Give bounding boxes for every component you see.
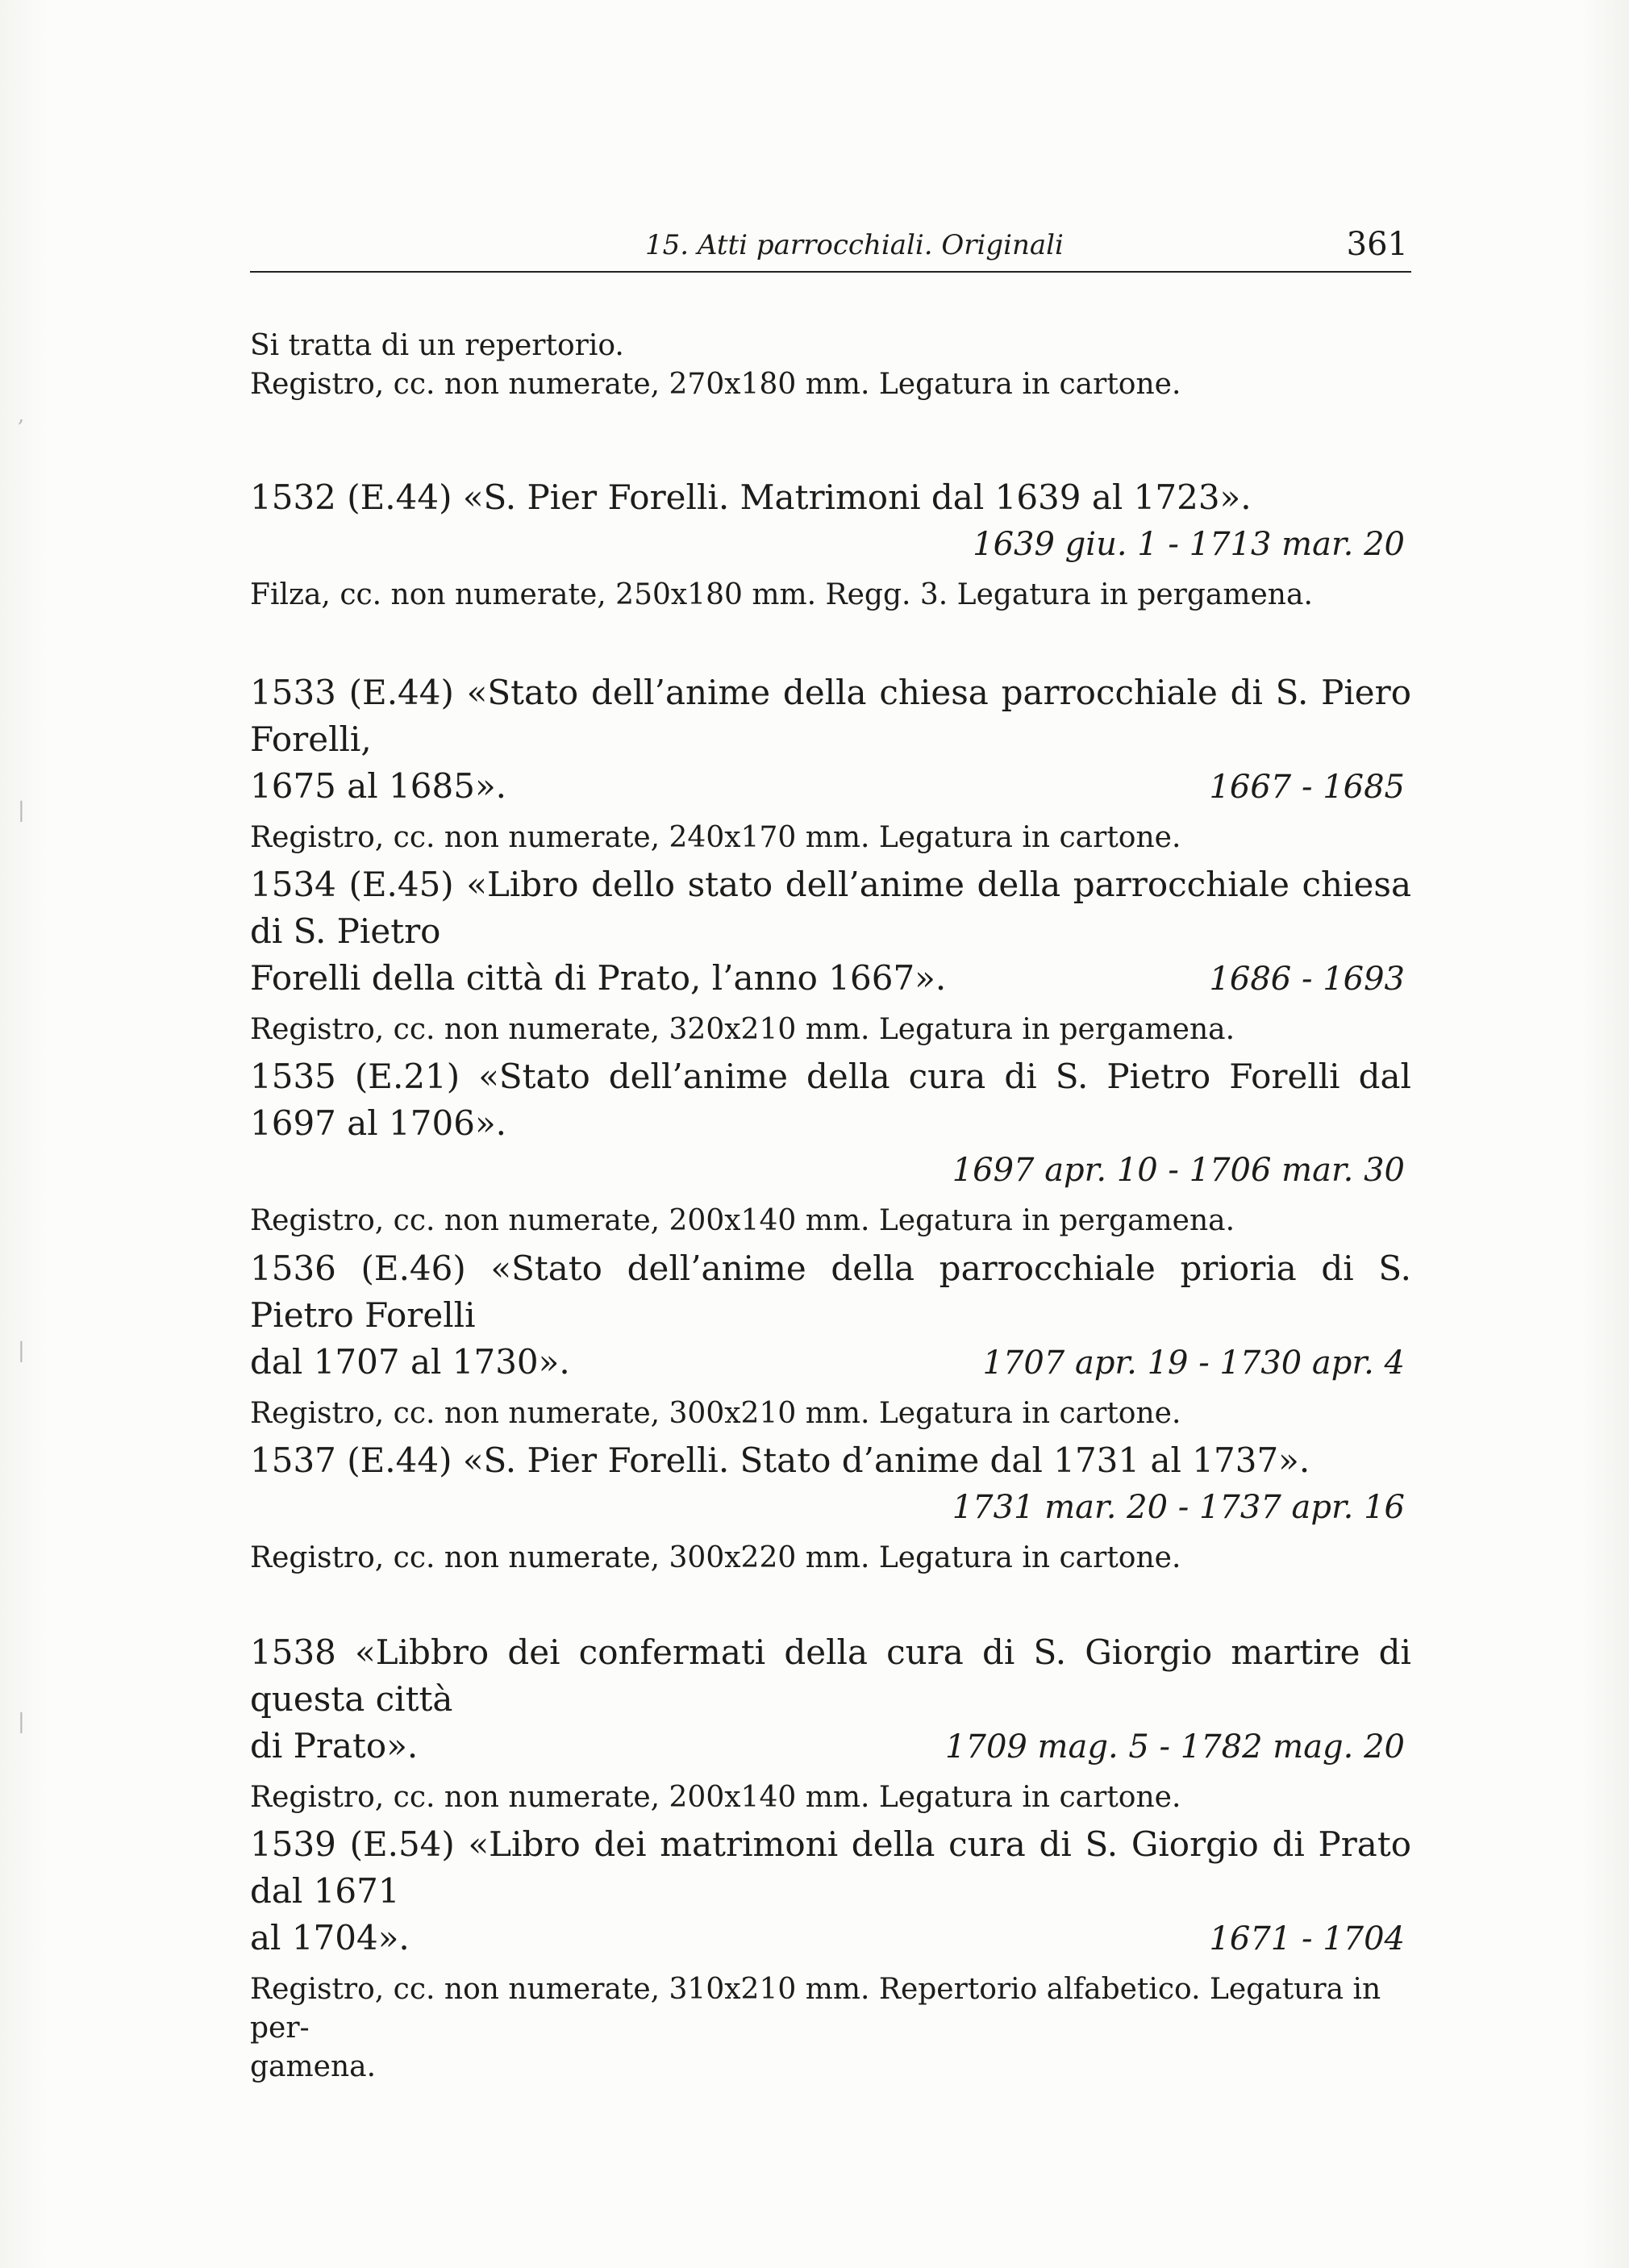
entry-title-cont: Forelli della città di Prato, l’anno 1667». [250, 958, 947, 998]
entry-title-row [250, 763, 1411, 811]
entry-title: 1534 (E.45) «Libro dello stato dell’anime della parrocchiale chiesa di S. Pietro [250, 865, 1411, 951]
entry-description-line: gamena. [250, 2050, 377, 2083]
entry-title: 1538 «Libbro dei confermati della cura di S. Giorgio martire di questa città [250, 1632, 1411, 1719]
entry-dates: 1707 apr. 19 - 1730 apr. 4 [982, 1345, 1405, 1382]
catalog-entry-1537 [250, 1437, 1411, 1578]
entry-title: 1532 (E.44) «S. Pier Forelli. Matrimoni dal 1639 al 1723». [250, 477, 1252, 517]
entry-description: Registro, cc. non numerate, 240x170 mm. Legatura in cartone. [250, 821, 1181, 854]
entry-title-row [250, 1339, 1411, 1386]
entry-title: 1539 (E.54) «Libro dei matrimoni della cura di S. Giorgio di Prato dal 1671 [250, 1824, 1411, 1911]
entry-description: Registro, cc. non numerate, 200x140 mm. Legatura in pergamena. [250, 1204, 1235, 1237]
running-header [250, 226, 1411, 273]
entry-title-cont: 1675 al 1685». [250, 766, 506, 806]
entry-dates: 1697 apr. 10 - 1706 mar. 30 [952, 1152, 1405, 1189]
catalog-entry-1533 [250, 669, 1411, 857]
entry-title: 1537 (E.44) «S. Pier Forelli. Stato d’anime dal 1731 al 1737». [250, 1440, 1310, 1480]
entry-title-row [250, 955, 1411, 1003]
entry-dates: 1639 giu. 1 - 1713 mar. 20 [973, 526, 1405, 563]
running-title: 15. Atti parrocchiali. Originali [645, 229, 1064, 261]
entry-title-cont: dal 1707 al 1730». [250, 1342, 570, 1382]
edge-mark: | [18, 1339, 25, 1363]
entry-dates: 1731 mar. 20 - 1737 apr. 16 [952, 1489, 1405, 1526]
entry-title: 1533 (E.44) «Stato dell’anime della chiesa parrocchiale di S. Piero Forelli, [250, 673, 1411, 759]
entry-title-row [250, 1723, 1411, 1770]
entry-title-cont: di Prato». [250, 1726, 419, 1766]
catalog-entry-1536 [250, 1245, 1411, 1433]
entry-description: Registro, cc. non numerate, 300x220 mm. Legatura in cartone. [250, 1541, 1181, 1574]
edge-mark: , [18, 403, 25, 427]
entry-description [250, 1970, 1411, 2087]
entry-title: 1536 (E.46) «Stato dell’anime della parrocchiale prioria di S. Pietro Forelli [250, 1249, 1411, 1335]
intro-line: Si tratta di un repertorio. [250, 329, 624, 362]
catalog-entry-1538 [250, 1629, 1411, 1817]
entry-title: 1535 (E.21) «Stato dell’anime della cura di S. Pietro Forelli dal 1697 al 1706». [250, 1057, 1411, 1143]
entry-description: Registro, cc. non numerate, 300x210 mm. Legatura in cartone. [250, 1397, 1181, 1430]
entry-description: Filza, cc. non numerate, 250x180 mm. Regg. 3. Legatura in pergamena. [250, 578, 1313, 611]
catalog-entry-1532 [250, 474, 1411, 615]
catalog-entry-1534 [250, 861, 1411, 1049]
edge-mark: | [18, 798, 25, 823]
entry-description-line: Registro, cc. non numerate, 310x210 mm. Repertorio alfabetico. Legatura in per- [250, 1973, 1381, 2045]
entry-description: Registro, cc. non numerate, 320x210 mm. Legatura in pergamena. [250, 1013, 1235, 1046]
entry-dates: 1709 mag. 5 - 1782 mag. 20 [945, 1728, 1405, 1766]
edge-mark: | [18, 1710, 25, 1734]
entry-dates: 1667 - 1685 [1209, 769, 1405, 806]
entry-dates: 1671 - 1704 [1209, 1920, 1405, 1957]
intro-line: Registro, cc. non numerate, 270x180 mm. Legatura in cartone. [250, 368, 1181, 401]
entry-description: Registro, cc. non numerate, 200x140 mm. Legatura in cartone. [250, 1781, 1181, 1814]
catalog-entry-1535 [250, 1053, 1411, 1240]
entry-title-row [250, 1915, 1411, 1962]
page-number: 361 [1346, 226, 1408, 263]
entry-dates: 1686 - 1693 [1209, 961, 1405, 998]
intro-block [250, 327, 1411, 404]
entry-title-cont: al 1704». [250, 1918, 410, 1957]
catalog-entry-1539 [250, 1821, 1411, 2087]
